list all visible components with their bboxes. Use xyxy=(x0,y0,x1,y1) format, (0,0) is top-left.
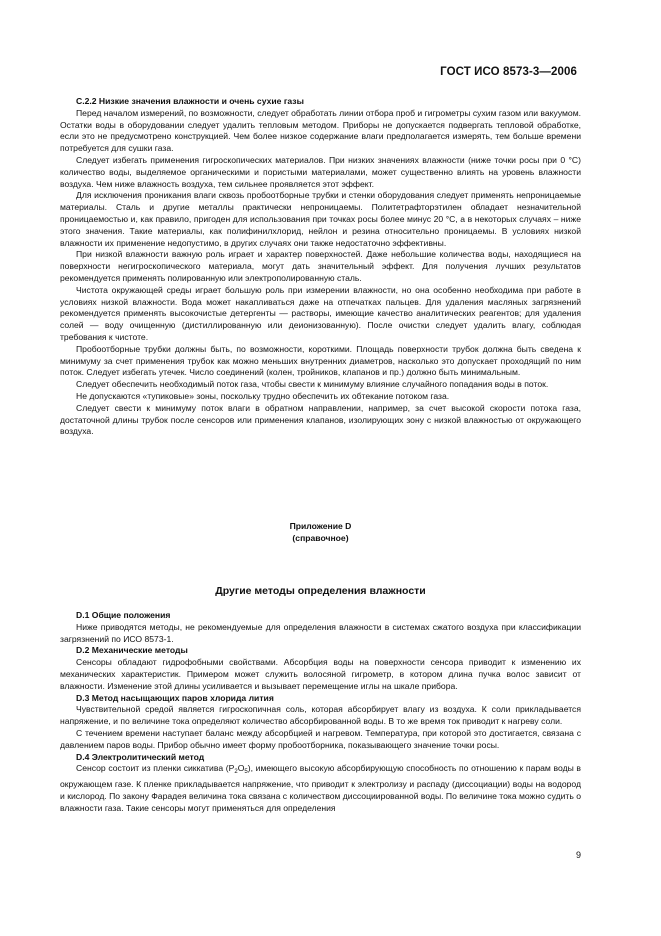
section-heading-d1: D.1 Общие положения xyxy=(76,610,171,620)
appendix-title: Другие методы определения влажности xyxy=(215,585,426,597)
section-heading-d2: D.2 Механические методы xyxy=(76,645,188,656)
page-number: 9 xyxy=(575,850,581,860)
text-span: O xyxy=(237,763,245,774)
paragraph: Чувствительной средой является гигроскопичная соль, которая абсорбирует влагу из воздуха. К соли прикладывается напряжение, и по величине тока определяют количество абсорбированной воды. В то же время ток приводит к нагреву соли. xyxy=(60,704,581,727)
paragraph: Чистота окружающей среды играет большую роль при измерении влажности, но она особенно необходима при работе в условиях низкой влажности. Вода может накапливаться даже на отпечатках пальцев. Для удаления масляных загрязнений рекомендуется применять высокочистые детергенты — растворы, имеющие качество аналитических реагентов; для удаления солей — воду очищенную (дистиллированную или деионизованную). После очистки следует удалить влагу, соблюдая требования к чистоте. xyxy=(60,284,581,342)
section-heading-c22: C.2.2 Низкие значения влажности и очень сухие газы xyxy=(76,96,304,106)
paragraph: Следует обеспечить необходимый поток газа, чтобы свести к минимуму влияние случайного попадания воды в поток. xyxy=(76,379,549,390)
document-number: ГОСТ ИСО 8573-3—2006 xyxy=(440,66,577,78)
appendix-header xyxy=(60,521,581,545)
appendix-kind: (справочное) xyxy=(292,532,349,543)
subscript: 2 xyxy=(234,769,238,776)
text-span: ), имеющего высокую абсорбирующую способность по отношению к парам воды в окружающем газе. К пленке прикладывается напряжение, что приводит к электролизу и распаду (диссоциации) воды на водород и кислород. По закону Фарадея величина тока связана с количеством диссоциированной воды. По величине тока можно судить о влажности газа. Такие сенсоры могут применяться для определения xyxy=(60,763,581,813)
section-heading-d4: D.4 Электролитический метод xyxy=(76,751,205,762)
paragraph: Для исключения проникания влаги сквозь пробоотборные трубки и стенки оборудования следует применять непроницаемые материалы. Сталь и другие металлы практически непроницаемы. Политетрафторэтилен обладает незначительной проницаемостью и, как правило, пригоден для использования при точках росы более минус 20 °C, а в некоторых случаях – ниже этого значения. Такие материалы, как полифинилхлорид, нейлон и резина относительно проницаемы. В условиях низкой влажности их применение недопустимо, в других случаях они также недостаточно эффективны. xyxy=(60,190,581,248)
text-span: Сенсор состоит из пленки сиккатива (P xyxy=(76,763,235,774)
paragraph: Не допускаются «тупиковые» зоны, поскольку трудно обеспечить их обтекание потоком газа. xyxy=(76,390,450,401)
subscript: 5 xyxy=(244,769,248,776)
paragraph: Следует избегать применения гигроскопических материалов. При низких значениях влажности (ниже точки росы при 0 °C) количество воды, выделяемое органическими и пористыми материалами, может существенно влиять на уровень влажности воздуха. Чем ниже влажность воздуха, тем сильнее проявляется этот эффект. xyxy=(60,154,581,189)
paragraph xyxy=(60,763,581,814)
paragraph: Следует свести к минимуму поток влаги в обратном направлении, например, за счет высокой скорости потока газа, достаточной длины трубок после сенсоров или применения клапанов, изолирующих зону с низкой влажностью от окружающего воздуха. xyxy=(60,402,581,437)
paragraph: Перед началом измерений, по возможности, следует обработать линии отбора проб и гигрометры сухим газом или вакуумом. Остатки воды в оборудовании следует удалить тепловым методом. Приборы не допускается подвергать тепловой обработке, если это не предусмотрено конструкцией. Чем более низкое содержание влаги предполагается измерять, тем больше времени потребуется для сушки газа. xyxy=(60,107,582,154)
section-c22 xyxy=(60,96,581,438)
paragraph: Сенсоры обладают гидрофобными свойствами. Абсорбция воды на поверхности сенсора приводит к изменению их механических характеристик. Примером может служить волосяной гигрометр, в котором длина пучка волос зависит от влажности. Изменение этой длины усиливается и вызывает перемещение иглы на шкале прибора. xyxy=(60,657,581,691)
section-heading-d3: D.3 Метод насыщающих паров хлорида лития xyxy=(76,692,274,703)
appendix-label: Приложение D xyxy=(289,521,352,531)
paragraph: Ниже приводятся методы, не рекомендуемые для определения влажности в системах сжатого воздуха при классификации загрязнений по ИСО 8573-1. xyxy=(60,621,581,644)
paragraph: С течением времени наступает баланс между абсорбцией и нагревом. Температура, при которой это достигается, связана с давлением паров воды. Прибор обычно имеет форму пробоотборника, показывающего значение точки росы. xyxy=(60,727,581,750)
appendix-body xyxy=(60,610,581,815)
paragraph: При низкой влажности важную роль играет и характер поверхностей. Даже небольшие количества воды, находящиеся на поверхности негигроскопического материала, могут дать значительный эффект. Для получения лучших результатов рекомендуется применять полированную или электрополированную сталь. xyxy=(60,249,581,283)
paragraph: Пробоотборные трубки должны быть, по возможности, короткими. Площадь поверхности трубок должна быть сведена к минимуму за счет применения трубок как можно меньших внутренних диаметров, насколько это допускает проходящий по ним поток. Следует избегать утечек. Число соединений (колен, тройников, клапанов и пр.) должно быть минимальным. xyxy=(60,343,581,378)
